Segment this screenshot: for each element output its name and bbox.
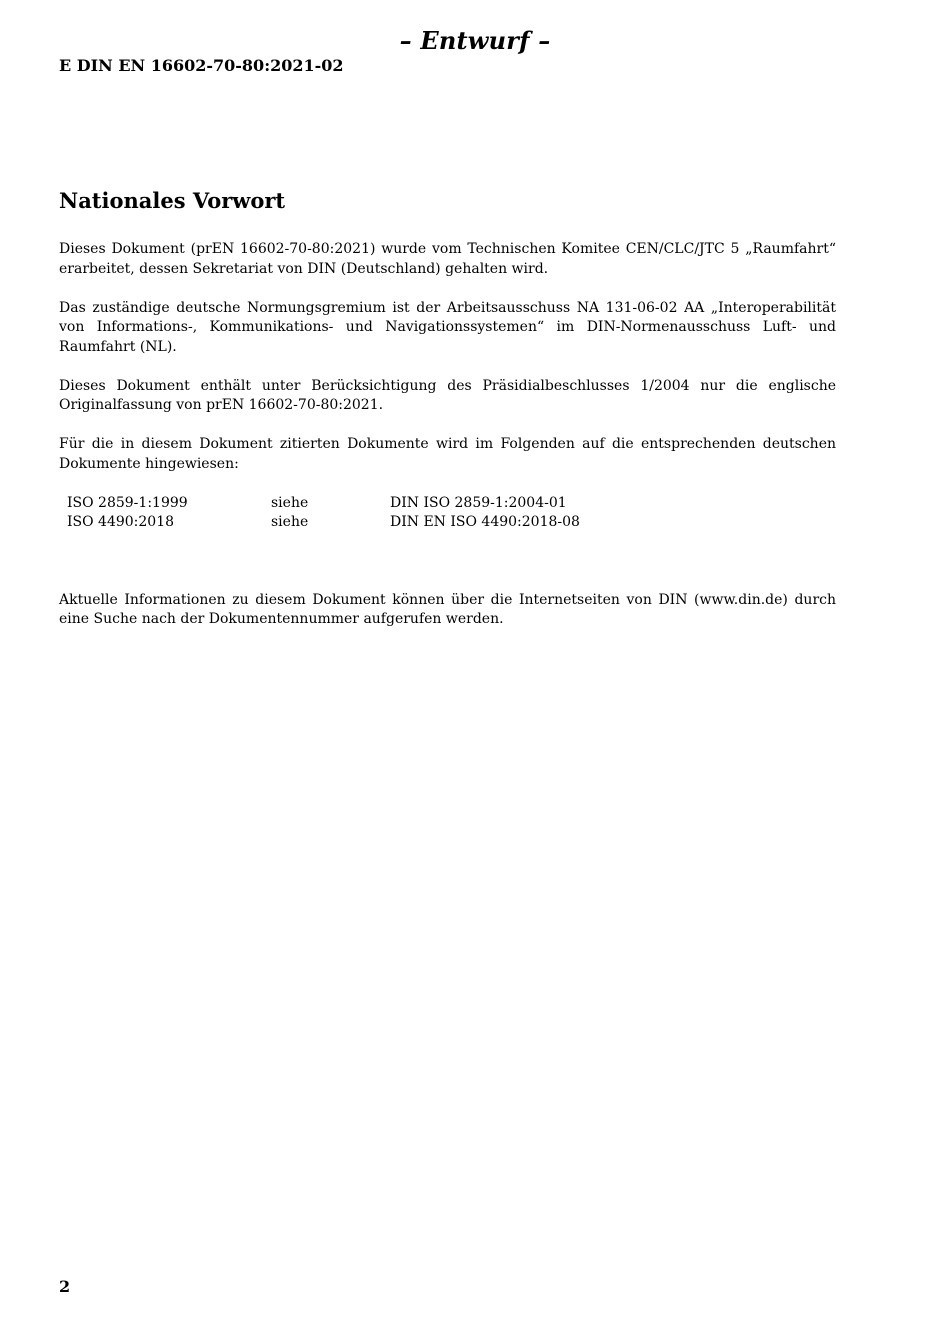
- paragraph-language: Dieses Dokument enthält unter Berücksichtigung des Präsidialbeschlusses 1/2004 nur die englische Originalfassung von prEN 16602-70-80:2021.: [59, 377, 836, 413]
- paragraph-online-info: Aktuelle Informationen zu diesem Dokument können über die Internetseiten von DIN (www.din.de) durch eine Suche nach der Dokumentennummer aufgerufen werden.: [59, 591, 836, 627]
- vertical-spacer: [59, 533, 836, 591]
- cited-document: ISO 2859-1:1999: [67, 494, 188, 511]
- german-document: DIN EN ISO 4490:2018-08: [390, 514, 580, 530]
- relation-label: siehe: [271, 494, 309, 511]
- reference-row: [67, 494, 690, 514]
- document-id: E DIN EN 16602-70-80:2021-02: [59, 56, 344, 75]
- german-document: DIN ISO 2859-1:2004-01: [390, 494, 567, 511]
- draft-watermark-title: – Entwurf –: [399, 26, 551, 55]
- paragraph-national-body: Das zuständige deutsche Normungsgremium ist der Arbeitsausschuss NA 131-06-02 AA „Interoperabilität von Informations-, Kommunikations- und Navigationssystemen“ im DIN-Normenausschuss Luft- und Raumfahrt (NL).: [59, 299, 836, 355]
- reference-row: [67, 513, 690, 533]
- section-heading: Nationales Vorwort: [59, 188, 286, 213]
- cited-document: ISO 4490:2018: [67, 514, 175, 530]
- section-body: [59, 240, 836, 649]
- reference-table: [67, 494, 690, 533]
- paragraph-committee: Dieses Dokument (prEN 16602-70-80:2021) wurde vom Technischen Komitee CEN/CLC/JTC 5 „Raumfahrt“ erarbeitet, dessen Sekretariat von DIN (Deutschland) gehalten wird.: [59, 241, 836, 277]
- relation-label: siehe: [271, 514, 309, 530]
- paragraph-references-intro: Für die in diesem Dokument zitierten Dokumente wird im Folgenden auf die entsprechenden deutschen Dokumente hingewiesen:: [59, 436, 836, 472]
- page-number: 2: [59, 1277, 71, 1296]
